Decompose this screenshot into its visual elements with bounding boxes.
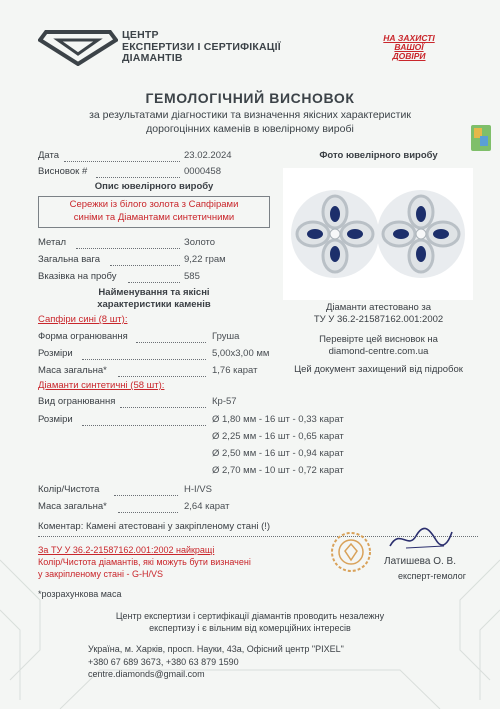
dotted-leader: [118, 512, 178, 513]
org-line-2: ЕКСПЕРТИЗИ І СЕРТИФІКАЦІЇ: [122, 40, 281, 53]
trust-stamp: [364, 34, 454, 61]
dotted-leader: [82, 359, 206, 360]
document-title: ГЕМОЛОГІЧНИЙ ВИСНОВОК: [145, 90, 355, 106]
hallmark-label: Вказівка на пробу: [38, 271, 117, 282]
signature-icon: [386, 524, 456, 554]
org-line-3: ДІАМАНТІВ: [122, 52, 183, 64]
number-label: Висновок #: [38, 166, 88, 177]
signatory-name: Латишева О. В.: [384, 556, 456, 567]
dotted-leader: [118, 376, 206, 377]
dotted-leader: [64, 161, 180, 162]
verify-text: [276, 334, 481, 358]
diamond-size-row: Ø 2,50 мм - 16 шт - 0,94 карат: [212, 448, 344, 459]
color-value: H-I/VS: [184, 484, 212, 495]
description-line-2: синіми та Діамантами синтетичними: [73, 211, 235, 223]
date-value: 23.02.2024: [184, 150, 232, 161]
dotted-leader: [110, 265, 180, 266]
description-line-1: Сережки із білого золота з Сапфірами: [69, 199, 239, 210]
dotted-leader: [82, 425, 206, 426]
dotted-leader: [76, 248, 180, 249]
stamp-line-2: ВАШОЇ: [394, 42, 424, 52]
best-grade-note: [38, 544, 251, 580]
cut-value: Кр-57: [212, 396, 237, 407]
weight-value: 9,22 грам: [184, 254, 226, 265]
earrings-photo: [283, 168, 473, 300]
dotted-leader: [136, 342, 206, 343]
org-line-1: ЦЕНТР: [122, 29, 159, 41]
weight-label: Загальна вага: [38, 254, 100, 265]
contact-block: [88, 643, 344, 681]
note-line-3: у закріпленому стані - G-H/VS: [38, 569, 163, 579]
dotted-leader: [128, 282, 180, 283]
note-line-2: Колір/Чистота діамантів, які можуть бути визначені: [38, 557, 251, 567]
mass-value: 1,76 карат: [212, 365, 258, 376]
size-label: Розміри: [38, 348, 73, 359]
seal-icon: [330, 531, 372, 573]
note-line-1: За ТУ У 36.2-21587162.001:2002 найкращі: [38, 545, 215, 555]
description-text: [48, 199, 260, 224]
total-mass-value: 2,64 карат: [184, 501, 230, 512]
number-value: 0000458: [184, 166, 221, 177]
stones-heading: [38, 287, 270, 311]
estimated-note: *розрахункова маса: [38, 589, 122, 599]
phones: +380 67 689 3673, +380 63 879 1590: [88, 656, 239, 667]
stones-heading-line-2: характеристики каменів: [97, 299, 211, 310]
hologram-icon: [470, 124, 492, 152]
protected-text: Цей документ захищений від підробок: [294, 364, 463, 375]
diamond-size-row: Ø 1,80 мм - 16 шт - 0,33 карат: [212, 414, 344, 425]
attestation-text: [276, 302, 481, 326]
date-label: Дата: [38, 150, 60, 161]
sapphire-heading: Сапфіри сині (8 шт):: [38, 314, 128, 325]
diamond-heading: Діаманти синтетичні (58 шт):: [38, 380, 165, 391]
subtitle-line-2: дорогоцінних каменів в ювелірному виробі: [146, 122, 354, 135]
shape-label: Форма огранювання: [38, 331, 128, 342]
comment: Коментар: Камені атестовані у закріпленому стані (!): [38, 521, 271, 532]
description-heading: Опис ювелірного виробу: [94, 181, 214, 192]
dotted-leader: [114, 495, 178, 496]
dotted-leader: [96, 177, 180, 178]
diamond-size-row: Ø 2,70 мм - 10 шт - 0,72 карат: [212, 465, 344, 476]
shape-value: Груша: [212, 331, 240, 342]
verify-line-1: Перевірте цей висновок на: [319, 334, 438, 345]
mass-label: Маса загальна*: [38, 365, 107, 376]
attest-line-2: ТУ У 36.2-21587162.001:2002: [313, 314, 444, 325]
organization-name: [122, 30, 281, 65]
cut-label: Вид огранювання: [38, 396, 116, 407]
subtitle-line-1: за результатами діагностики та визначення якісних характеристик: [89, 109, 411, 121]
stamp-line-3: ДОВІРИ: [392, 51, 426, 61]
stamp-line-1: НА ЗАХИСТІ: [383, 33, 435, 43]
sizes-label: Розміри: [38, 414, 73, 425]
diamond-logo-icon: [38, 26, 118, 66]
email-link[interactable]: centre.diamonds@gmail.com: [88, 669, 205, 679]
independence-line-1: Центр експертизи і сертифікації діамантів проводить незалежну: [115, 611, 385, 621]
color-label: Колір/Чистота: [38, 484, 100, 495]
document-subtitle: [0, 109, 500, 136]
metal-value: Золото: [184, 237, 216, 248]
dotted-leader: [120, 407, 206, 408]
independence-line-2: експертизу і є вільним від комерційних інтересів: [149, 623, 351, 633]
address: Україна, м. Харків, просп. Науки, 43а, Офісний центр "PIXEL": [88, 644, 344, 654]
hallmark-value: 585: [184, 271, 200, 282]
independence-statement: [0, 610, 500, 634]
verify-link[interactable]: diamond-centre.com.ua: [328, 346, 429, 357]
total-mass-label: Маса загальна*: [38, 501, 107, 512]
diamond-size-row: Ø 2,25 мм - 16 шт - 0,65 карат: [212, 431, 344, 442]
attest-line-1: Діаманти атестовано за: [325, 302, 432, 313]
metal-label: Метал: [38, 237, 67, 248]
signatory-role: експерт-гемолог: [398, 571, 467, 581]
size-value: 5,00x3,00 мм: [212, 348, 270, 359]
stones-heading-line-1: Найменування та якісні: [98, 287, 210, 298]
photo-caption: Фото ювелірного виробу: [319, 150, 438, 161]
